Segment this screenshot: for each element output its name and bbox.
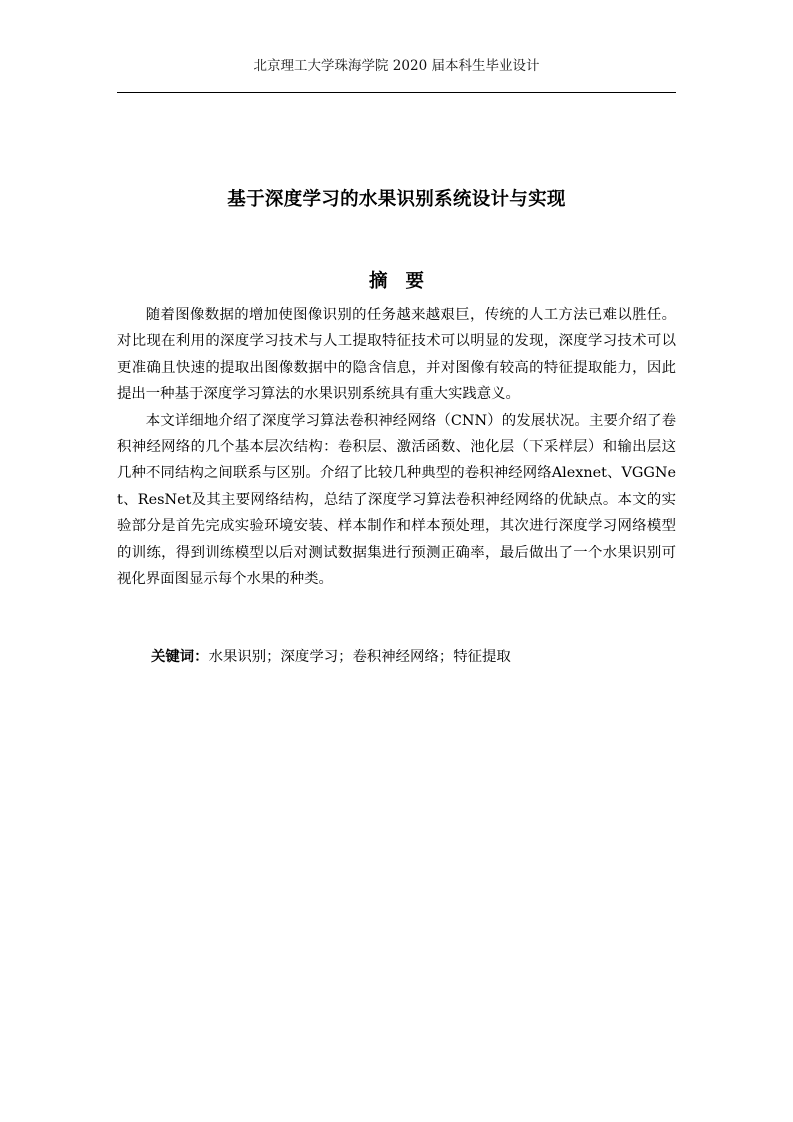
abstract-heading: 摘要 [368,271,442,292]
document-title: 基于深度学习的水果识别系统设计与实现 [227,189,566,210]
abstract-paragraph-1: 随着图像数据的增加使图像识别的任务越来越艰巨，传统的人工方法已难以胜任。对比现在利用的深度学习技术与人工提取特征技术可以明显的发现，深度学习技术可以更准确且快速的提取出图像数据中的隐含信息，并对图像有较高的特征提取能力，因此提出一种基于深度学习算法的水果识别系统具有重大实践意义。 [117,307,676,403]
abstract-body [117,302,676,592]
abstract-paragraph-2: 本文详细地介绍了深度学习算法卷积神经网络（CNN）的发展状况。主要介绍了卷积神经网络的几个基本层次结构：卷积层、激活函数、池化层（下采样层）和输出层这几种不同结构之间联系与区别。介绍了比较几种典型的卷积神经网络Alexnet、VGGNet、ResNet及其主要网络结构，总结了深度学习算法卷积神经网络的优缺点。本文的实验部分是首先完成实验环境安装、样本制作和样本预处理，其次进行深度学习网络模型的训练，得到训练模型以后对测试数据集进行预测正确率，最后做出了一个水果识别可视化界面图显示每个水果的种类。 [117,412,676,588]
page-header: 北京理工大学珠海学院 2020 届本科生毕业设计 [253,58,540,74]
keywords-line [151,644,676,670]
keywords-value: 水果识别；深度学习；卷积神经网络；特征提取 [208,649,511,665]
header-divider [117,92,676,93]
keywords-label: 关键词： [151,649,209,665]
